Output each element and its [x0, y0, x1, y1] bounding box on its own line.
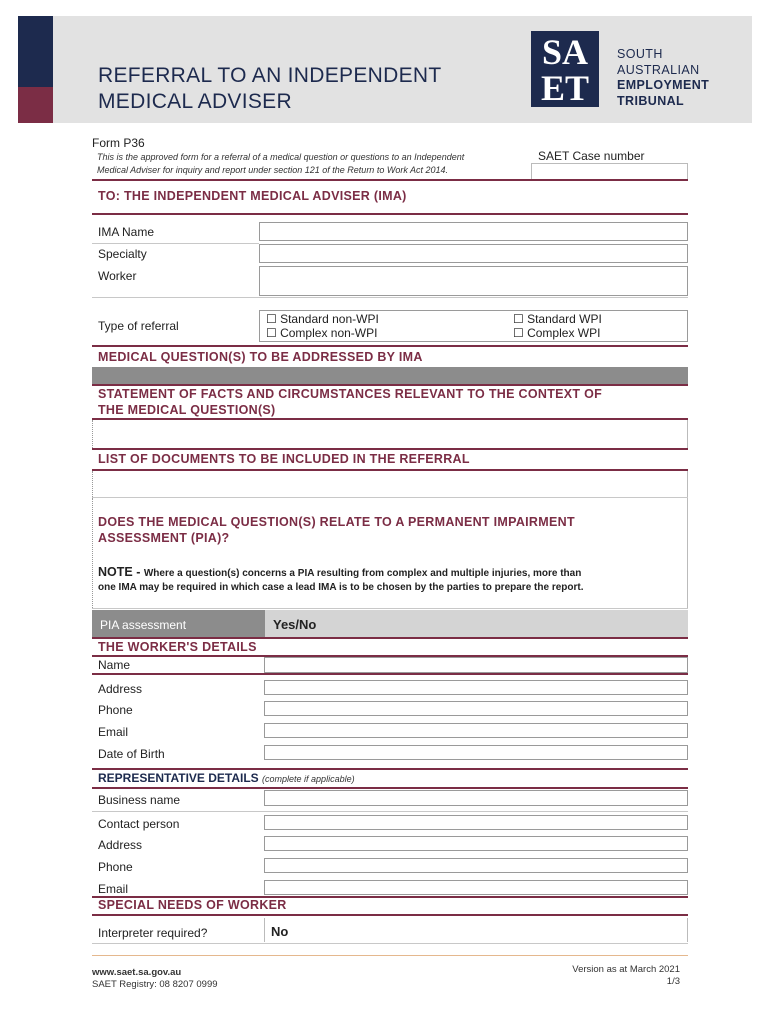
rep-email-label: Email	[98, 882, 129, 896]
divider	[92, 448, 688, 450]
rep-address-input[interactable]	[264, 836, 688, 851]
title-line-1: REFERRAL TO AN INDEPENDENT	[98, 64, 442, 87]
divider	[92, 811, 688, 812]
footer-website[interactable]: www.saet.sa.gov.au	[92, 967, 182, 978]
rep-phone-label: Phone	[98, 860, 133, 874]
rep-email-input[interactable]	[264, 880, 688, 895]
worker-dob-input[interactable]	[264, 745, 688, 760]
pia-assessment-select[interactable]: Yes/No	[265, 610, 688, 637]
worker-email-input[interactable]	[264, 723, 688, 738]
divider	[92, 243, 259, 244]
ima-name-label: IMA Name	[98, 225, 155, 239]
checkbox-standard-wpi[interactable]: ☐ Standard WPI	[513, 312, 602, 326]
divider	[92, 787, 688, 789]
section-heading-pia: DOES THE MEDICAL QUESTION(S) RELATE TO A PERMANENT IMPAIRMENT ASSESSMENT (PIA)?	[98, 515, 575, 545]
documents-input[interactable]	[92, 471, 688, 497]
worker-dob-label: Date of Birth	[98, 747, 165, 761]
org-name: SOUTH AUSTRALIAN EMPLOYMENT TRIBUNAL	[617, 47, 710, 108]
business-name-input[interactable]	[264, 790, 688, 806]
divider	[92, 943, 688, 944]
form-number: Form P36	[92, 136, 145, 150]
worker-name-label: Name	[98, 658, 131, 672]
section-heading-medical-questions: MEDICAL QUESTION(S) TO BE ADDRESSED BY IMA	[98, 350, 423, 364]
business-name-label: Business name	[98, 793, 181, 807]
checkbox-standard-non-wpi[interactable]: ☐ Standard non-WPI	[266, 312, 379, 326]
section-heading-representative: REPRESENTATIVE DETAILS (complete if applicable)	[98, 771, 355, 785]
worker-email-label: Email	[98, 725, 129, 739]
section-heading-ima: TO: THE INDEPENDENT MEDICAL ADVISER (IMA)	[98, 189, 407, 203]
worker-name-input[interactable]	[264, 657, 688, 673]
form-approval-note: This is the approved form for a referral of a medical question or questions to an Independent Medical Adviser for inquiry and report under section 121 of the Return to Work Act 2014.	[97, 152, 465, 175]
section-heading-special-needs: SPECIAL NEEDS OF WORKER	[98, 898, 287, 912]
footer-page-number: 1/3	[666, 976, 680, 987]
interpreter-label: Interpreter required?	[98, 926, 208, 940]
specialty-input[interactable]	[259, 244, 688, 263]
worker-phone-input[interactable]	[264, 701, 688, 716]
footer-version: Version as at March 2021	[572, 964, 680, 975]
divider	[92, 179, 688, 181]
worker-address-label: Address	[98, 682, 143, 696]
saet-logo: SA ET	[531, 31, 599, 107]
header-accent-maroon	[18, 87, 53, 123]
contact-person-input[interactable]	[264, 815, 688, 830]
case-number-input[interactable]	[531, 163, 688, 180]
pia-note: NOTE - Where a question(s) concerns a PIA resulting from complex and multiple injuries, more than one IMA may be required in which case a lead IMA is to be chosen by the parties to prepare the report.	[98, 565, 584, 593]
section-heading-documents: LIST OF DOCUMENTS TO BE INCLUDED IN THE REFERRAL	[98, 452, 470, 466]
referral-type-label: Type of referral	[98, 319, 179, 333]
worker-input[interactable]	[259, 266, 688, 296]
specialty-label: Specialty	[98, 247, 147, 261]
divider	[92, 673, 688, 675]
divider	[92, 213, 688, 215]
divider	[92, 637, 688, 639]
divider	[92, 297, 688, 298]
title-line-2: MEDICAL ADVISER	[98, 90, 292, 113]
medical-questions-input[interactable]	[92, 367, 688, 385]
divider	[92, 768, 688, 770]
footer-divider	[92, 955, 688, 956]
divider	[92, 345, 688, 347]
checkbox-complex-wpi[interactable]: ☐ Complex WPI	[513, 326, 601, 340]
checkbox-complex-non-wpi[interactable]: ☐ Complex non-WPI	[266, 326, 378, 340]
section-heading-worker-details: THE WORKER'S DETAILS	[98, 640, 257, 654]
rep-address-label: Address	[98, 838, 143, 852]
ima-name-input[interactable]	[259, 222, 688, 241]
rep-phone-input[interactable]	[264, 858, 688, 873]
worker-phone-label: Phone	[98, 703, 133, 717]
section-heading-statement: STATEMENT OF FACTS AND CIRCUMSTANCES RELEVANT TO THE CONTEXT OF THE MEDICAL QUESTION(S)	[98, 387, 603, 417]
footer-registry: SAET Registry: 08 8207 0999	[92, 979, 218, 990]
worker-label: Worker	[98, 269, 137, 283]
divider	[92, 608, 688, 609]
case-number-label: SAET Case number	[538, 149, 645, 163]
pia-assessment-label: PIA assessment	[92, 610, 265, 637]
interpreter-select[interactable]: No	[271, 924, 289, 939]
worker-address-input[interactable]	[264, 680, 688, 695]
divider	[92, 914, 688, 916]
interpreter-select-frame	[264, 918, 688, 942]
page-title	[98, 63, 518, 115]
contact-person-label: Contact person	[98, 817, 180, 831]
statement-input[interactable]	[92, 420, 688, 448]
header-accent-navy	[18, 16, 53, 87]
divider	[92, 384, 688, 386]
